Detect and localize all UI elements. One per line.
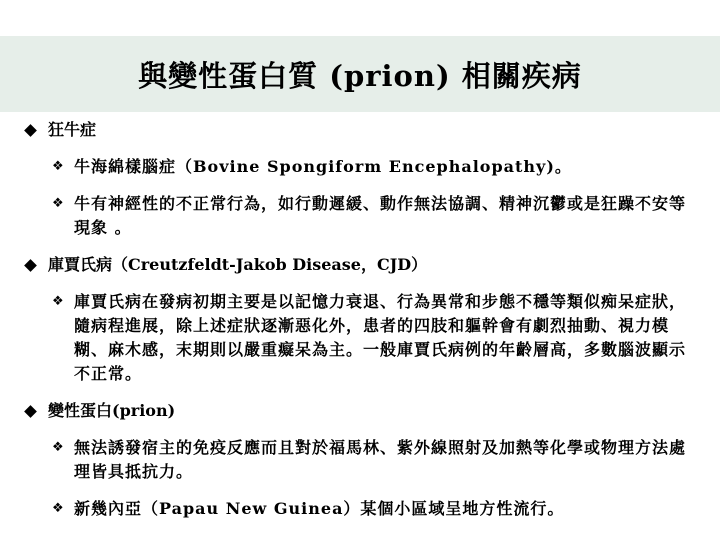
diamond-bullet-icon bbox=[24, 259, 37, 272]
diamond-bullet-icon bbox=[24, 124, 37, 137]
section-heading-text: 變性蛋白(prion) bbox=[48, 401, 176, 420]
star-bullet-icon: ❖ bbox=[52, 159, 65, 174]
list-item-text: 牛海綿樣腦症（Bovine Spongiform Encephalopathy)。 bbox=[74, 157, 572, 176]
slide-title: 與變性蛋白質 (prion) 相關疾病 bbox=[138, 59, 582, 93]
list-item-text: 新幾內亞（Papau New Guinea）某個小區域呈地方性流行。 bbox=[74, 499, 565, 518]
star-bullet-icon: ❖ bbox=[52, 440, 65, 455]
star-bullet-icon: ❖ bbox=[52, 294, 65, 309]
list-item bbox=[22, 436, 702, 484]
list-item-text: 牛有神經性的不正常行為，如行動遲緩、動作無法協調、精神沉鬱或是狂躁不安等現象 。 bbox=[74, 194, 687, 237]
section-heading-text: 狂牛症 bbox=[48, 120, 97, 139]
list-item-text: 無法誘發宿主的免疫反應而且對於福馬林、紫外線照射及加熱等化學或物理方法處理皆具抵抗力。 bbox=[74, 438, 687, 481]
star-bullet-icon: ❖ bbox=[52, 196, 65, 211]
section-heading bbox=[22, 118, 702, 142]
list-item bbox=[22, 155, 702, 179]
section-heading-text: 庫賈氏病（Creutzfeldt-Jakob Disease，CJD） bbox=[48, 255, 428, 274]
slide-body bbox=[22, 118, 702, 521]
list-item bbox=[22, 290, 702, 386]
list-item bbox=[22, 192, 702, 240]
list-item bbox=[22, 497, 702, 521]
diamond-bullet-icon bbox=[24, 405, 37, 418]
top-strip bbox=[0, 0, 720, 36]
star-bullet-icon: ❖ bbox=[52, 501, 65, 516]
list-item-text: 庫賈氏病在發病初期主要是以記憶力衰退、行為異常和步態不穩等類似痴呆症狀，隨病程進展，除上述症狀逐漸惡化外，患者的四肢和軀幹會有劇烈抽動、視力模糊、麻木感，末期則以嚴重癡呆為主。一般庫賈氏病例的年齡層高，多數腦波顯示不正常。 bbox=[74, 292, 687, 383]
section-heading bbox=[22, 253, 702, 277]
section-heading bbox=[22, 399, 702, 423]
